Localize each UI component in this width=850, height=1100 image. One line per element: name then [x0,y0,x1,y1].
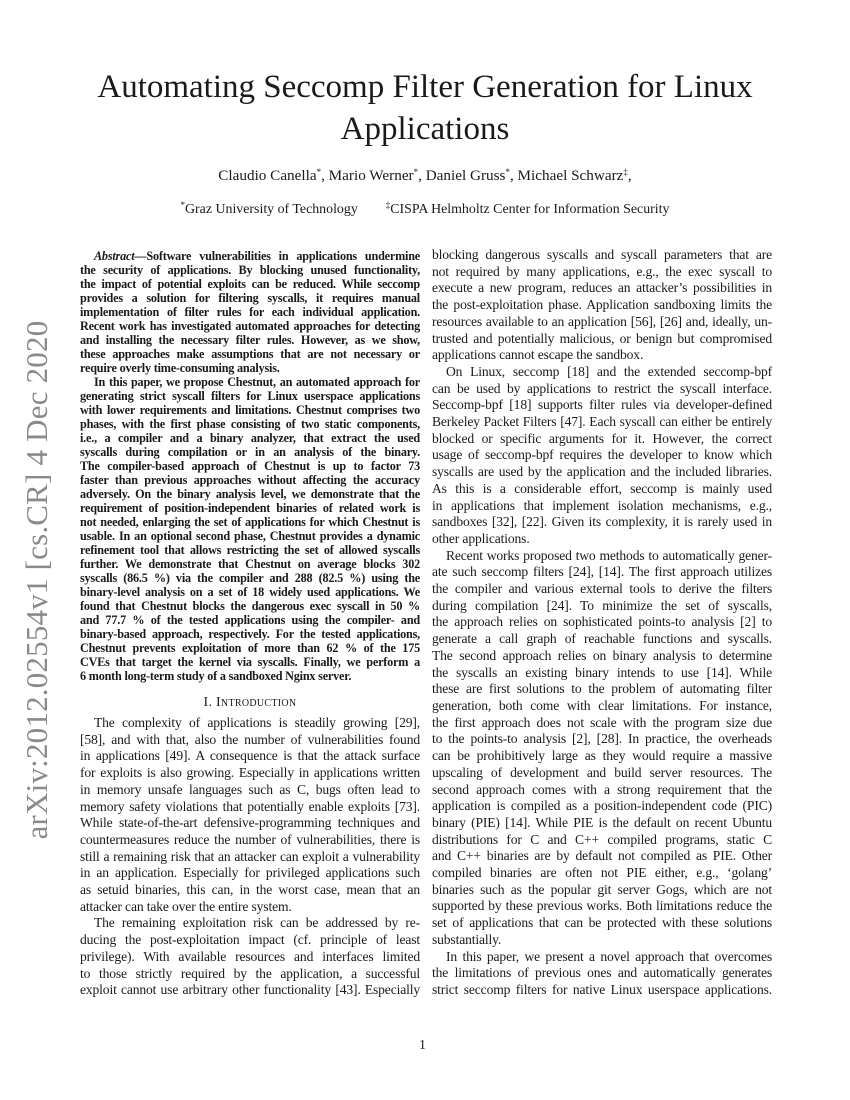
text-line: in applications [49]. A consequence is that the attack surface [80,748,420,764]
text-line: compiled binaries are often not PIE either, e.g., ‘golang’ [432,865,772,881]
text-line: 6 month long-term study of a sandboxed Nginx server. [80,669,352,683]
text-line: countermeasures reduce the number of vulnerabilities, there is [80,831,420,847]
affiliation-mark: ‡ [385,200,391,210]
affiliation-list [0,202,850,218]
text-line: In this paper, we present a novel approach that overcomes [446,948,772,964]
text-line: In this paper, we propose Chestnut, an automated approach for [94,375,420,389]
text-line: attacker can take over the entire system. [80,898,292,914]
text-line: The compiler-based approach of Chestnut is up to factor 73 [80,459,420,473]
affiliation-name: Graz University of Technology [185,202,358,217]
text-line: phases, with the first phase consisting of two static components, [80,417,420,431]
text-line: other applications. [432,530,530,546]
text-line: As this is a considerable effort, seccomp is mainly used [432,480,772,496]
paper-title: Automating Seccomp Filter Generation for Linux Applications [97,69,753,147]
text-line: usage of seccomp-bpf requires the developer to know which [432,447,772,463]
text-line: The complexity of applications is steadily growing [29], [94,715,420,730]
author-separator: , [418,167,426,184]
text-line: ate such seccomp filters [24], [14]. The first approach utilizes [432,564,772,580]
text-line: during compilation [24]. To minimize the set of syscalls, [432,597,772,613]
text-line: the limitations of previous ones and automatically generates [432,965,772,981]
text-line: The remaining exploitation risk can be addressed by re- [94,915,420,931]
text-line: for exploits is also growing. Especially in applications written [80,765,420,781]
text-line: second approach comes with a strong requirement that the [432,781,772,797]
author-affiliation-mark: * [505,167,510,177]
text-line: memory safety violations that potentially enable exploits [73]. [80,798,420,814]
text-line: generation, both come with clear limitations. For instance, [432,697,772,713]
text-line: set of applications that can be protected with these solutions [432,915,772,931]
text-line: and installing the necessary filter rules. However, as we show, [80,333,420,347]
text-line: blocked or specific arguments for it. However, the correct [432,430,772,446]
text-line: and C++ binaries are by default not compiled as PIE. Other [432,848,772,864]
text-line: the syscalls an existing binary intends to use [14]. While [432,664,772,680]
author-name: Mario Werner [328,167,414,184]
text-line: Recent work has investigated automated approaches for detecting [80,319,420,333]
text-line: faster than previous approaches without affecting the accuracy [80,473,420,487]
text-line: further. We demonstrate that Chestnut on average blocks 302 [80,557,420,571]
text-line: syscalls during compilation or in an analysis of the binary. [80,445,420,459]
text-line: supported by these previous works. Both limitations reduce the [432,898,772,914]
author-list [0,167,850,185]
text-line: generating strict syscall filters for Linux userspace applications [80,389,420,403]
text-line: in memory unsafe languages such as C, bugs often lead to [80,781,420,797]
text-line: execute a new program, reduces an attacker’s possibilities in [432,280,772,296]
text-line: the security of applications. By blocking unused functionality, [80,263,420,277]
text-line: these approaches make assumptions that are not necessary or [80,347,420,361]
author-name: Michael Schwarz [517,167,624,184]
text-line: can be used by applications to restrict the syscall interface. [432,380,772,396]
introduction-left-column [80,715,420,999]
text-line: requirement of position-independent binaries of related work is [80,501,420,515]
text-line: not needed, enlarging the set of applications for which Chestnut is [80,515,420,529]
text-line: not required by many applications, e.g., the exec syscall to [432,263,772,279]
text-line: blocking dangerous syscalls and syscall parameters that are [432,247,772,262]
text-line: refinement tool that allows restricting the set of allowed syscalls [80,543,420,557]
text-line [80,249,420,263]
text-line: i.e., a compiler and a binary analyzer, that extract the used [80,431,420,445]
text-line: strict seccomp filters for native Linux userspace applications. [432,981,772,997]
affiliation-mark: * [180,200,186,210]
text-line: in an application. Especially for privileged applications such [80,865,420,881]
author-name: Daniel Gruss [425,167,506,184]
text-line: syscalls (86.5 %) via the compiler and 288 (82.5 %) using the [80,571,420,585]
page-number: 1 [419,1038,426,1053]
text-line: CVEs that target the kernel via syscalls. Finally, we perform a [80,655,420,669]
text-line: ducing the post-exploitation impact (cf. principle of least [80,932,420,948]
text-line: distributions for C and C++ compiled programs, static C [432,831,772,847]
text-line: The second approach relies on binary analysis to determine [432,647,772,663]
introduction-right-column [432,247,772,999]
text-line: the first approach does not scale with the program size due [432,714,772,730]
text-line: application is compiled as a position-independent code (PIC) [432,798,772,814]
author-separator: , [509,167,518,184]
text-line: substantially. [432,931,502,947]
text-line: the impact of potential exploits can be reduced. While seccomp [80,277,420,291]
text-line: sandboxes [32], [22]. Given its complexity, it is rarely used in [432,514,772,530]
author-affiliation-mark: ‡ [623,167,628,177]
text-line: the post-exploitation phase. Application sandboxing limits the [432,297,772,313]
abstract [80,249,420,683]
text-line: applications cannot escape the sandbox. [432,347,644,363]
text-line: While state-of-the-art defensive-programming techniques and [80,815,420,831]
text-line: resources available to an application [56], [26] and, ideally, un- [432,313,772,329]
text-line: implementation of filter rules for each individual application. [80,305,420,319]
text-line: trusted and potentially malicious, or benign but compromised [432,330,772,346]
text-line: Berkeley Packet Filters [47]. Each syscall can either be entirely [432,414,772,430]
text-line: and 77.7 % of the tested applications using the compiler- and [80,613,420,627]
text-line: privilege). With available resources and interfaces limited [80,948,420,964]
text-line: [58], and with that, also the number of vulnerabilities found [80,731,420,747]
text-line: provides a solution for filtering syscalls, it requires manual [80,291,420,305]
text-line: exploit cannot use arbitrary other functionality [43]. Especially [80,982,420,998]
text-line: Recent works proposed two methods to automatically gener- [446,547,772,563]
text-line: Chestnut prevents exploitation of more than 62 % of the 175 [80,641,420,655]
text-line: generate a call graph of reachable functions and syscalls. [432,631,772,647]
text-line: Seccomp-bpf [18] supports filter rules via developer-defined [432,397,772,413]
text-line: On Linux, seccomp [18] and the extended seccomp-bpf [446,363,772,379]
abstract-label: Abstract [94,249,135,263]
text-line: these are first solutions to the problem of automating filter [432,681,772,697]
text-line: as setuid binaries, this can, in the worst case, mean that an [80,882,420,898]
text-line: to the points-to analysis [2], [28]. In practice, the overheads [432,731,772,747]
affiliation-name: CISPA Helmholtz Center for Information Security [390,202,670,217]
affiliation [386,202,670,217]
text-line: binary-based approach, respectively. For the tested applications, [80,627,420,641]
affiliation [181,202,358,217]
text-line: the compiler and various external tools to derive the filters [432,581,772,597]
author-affiliation-mark: * [316,167,322,177]
text-line: with lower requirements and limitations. Chestnut comprises two [80,403,420,417]
text-line: adversely. On the binary analysis level, we demonstrate that the [80,487,420,501]
section-heading-introduction: I. Introduction [203,695,297,710]
text-line: require overly time-consuming analysis. [80,361,280,375]
abstract-text: —Software vulnerabilities in applications undermine [134,249,420,263]
text-line: binary-level analysis on a set of 18 widely used applications. We [80,585,420,599]
text-line: found that Chestnut blocks the dangerous exec syscall in 50 % [80,599,420,613]
text-line: the approach relies on sophisticated points-to analysis [2] to [432,614,772,630]
text-line: binaries such as the popular git server Gogs, which are not [432,881,772,897]
text-line: in applications that implement isolation mechanisms, e.g., [432,497,772,513]
text-line: usable. In an optional second phase, Chestnut provides a dynamic [80,529,420,543]
author-name: Claudio Canella [218,167,317,184]
author-separator: , [627,167,632,184]
text-line: binary (PIE) [14]. While PIE is the default on recent Ubuntu [432,814,772,830]
text-line: can be prohibitively large as they would require a massive [432,748,772,764]
author-affiliation-mark: * [413,167,419,177]
arxiv-stamp: arXiv:2012.02554v1 [cs.CR] 4 Dec 2020 [19,320,54,840]
left-column [80,249,420,999]
text-line: to those strictly required by the application, a successful [80,965,420,981]
text-line: syscalls are used by the application and the included libraries. [432,464,772,480]
text-line: upscaling of development and build server resources. The [432,764,772,780]
text-line: still a remaining risk that an attacker can exploit a vulnerability [80,848,420,864]
author-separator: , [321,167,329,184]
